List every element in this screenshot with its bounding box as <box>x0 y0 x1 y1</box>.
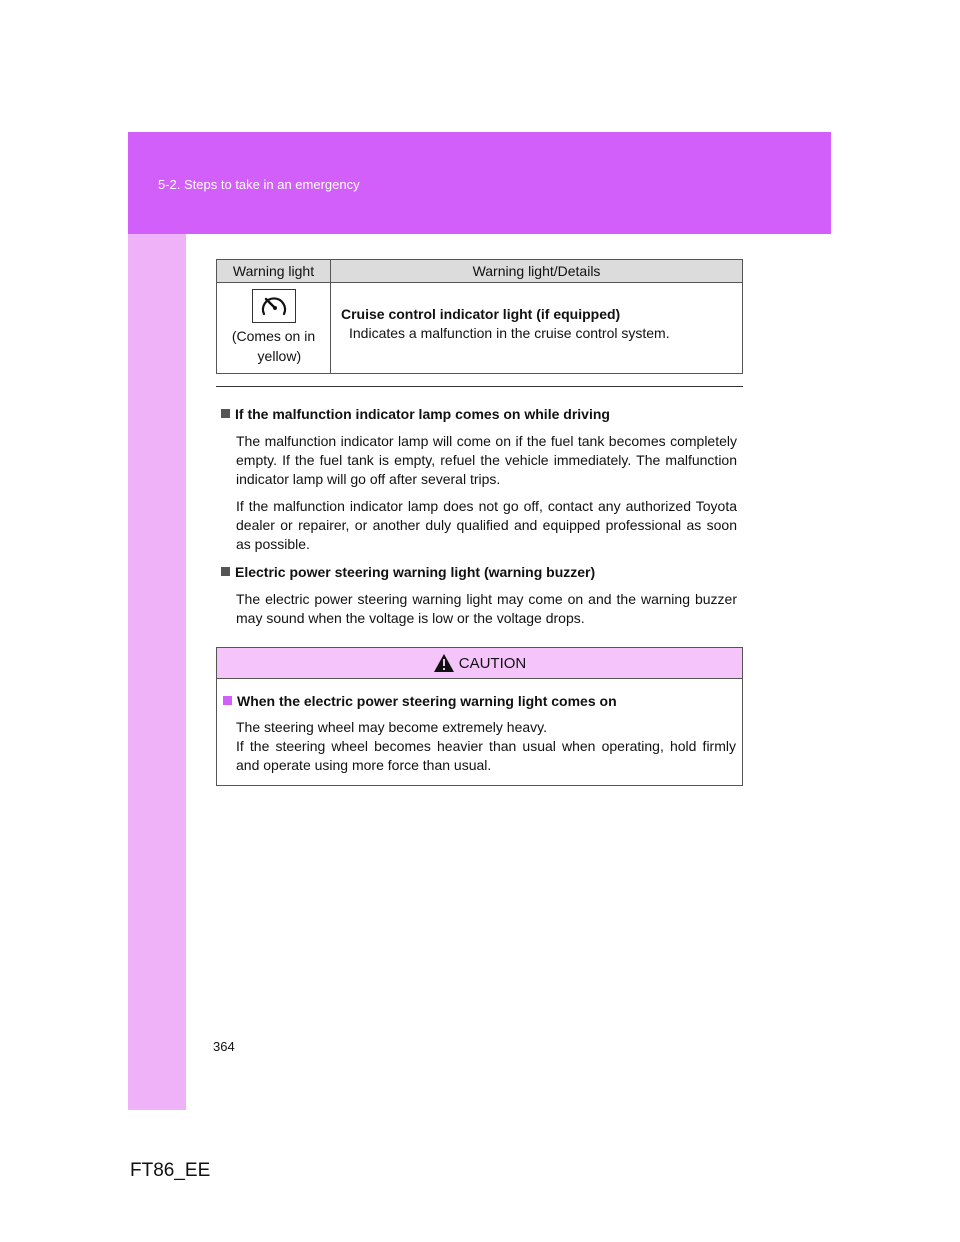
caution-body <box>217 679 742 775</box>
caution-box <box>216 647 743 786</box>
warning-light-table <box>216 259 743 374</box>
section-title: 5-2. Steps to take in an emergency <box>158 177 360 192</box>
section-divider <box>216 386 743 387</box>
table-header-row <box>217 260 743 283</box>
page-number: 364 <box>213 1039 235 1054</box>
note-heading-text: Electric power steering warning light (warning buzzer) <box>235 564 596 580</box>
note-paragraph: If the malfunction indicator lamp does not go off, contact any authorized Toyota dealer or repairer, or another duly qualified and equipped professional as soon as possible. <box>236 498 737 552</box>
notes-section <box>221 404 737 636</box>
square-bullet-icon <box>223 696 232 705</box>
side-strip <box>128 234 186 1110</box>
note-heading <box>221 404 737 424</box>
light-detail: Indicates a malfunction in the cruise control system. <box>349 325 670 341</box>
warning-triangle-icon <box>433 653 455 673</box>
caution-heading <box>223 691 736 711</box>
caption-line-2: yellow) <box>257 348 302 364</box>
note-paragraph: The malfunction indicator lamp will come on if the fuel tank becomes completely empty. If the fuel tank is empty, refuel the vehicle immediately. The malfunction indicator lamp will go off after several trips. <box>236 433 737 487</box>
caution-line-2: If the steering wheel becomes heavier than usual when operating, hold firmly and operate using more force than usual. <box>236 738 736 773</box>
details-cell <box>331 283 743 374</box>
caption-line-1: (Comes on in <box>231 328 316 344</box>
warning-light-cell <box>217 283 331 374</box>
note-paragraph: The electric power steering warning light may come on and the warning buzzer may sound when the voltage is low or the voltage drops. <box>236 591 737 626</box>
table-row <box>217 283 743 374</box>
light-title: Cruise control indicator light (if equipped) <box>341 306 621 322</box>
caution-line-1: The steering wheel may become extremely heavy. <box>236 719 547 735</box>
caution-title: CAUTION <box>458 654 527 672</box>
square-bullet-icon <box>221 409 230 418</box>
caution-header <box>217 648 742 679</box>
col-header-details: Warning light/Details <box>331 260 743 283</box>
square-bullet-icon <box>221 567 230 576</box>
col-header-warning-light: Warning light <box>217 260 331 283</box>
caution-heading-text: When the electric power steering warning light comes on <box>237 693 617 709</box>
cruise-control-icon <box>252 289 296 323</box>
note-heading-text: If the malfunction indicator lamp comes on while driving <box>235 406 610 422</box>
footer-code: FT86_EE <box>130 1160 211 1181</box>
icon-caption <box>218 326 329 372</box>
note-heading <box>221 562 737 582</box>
